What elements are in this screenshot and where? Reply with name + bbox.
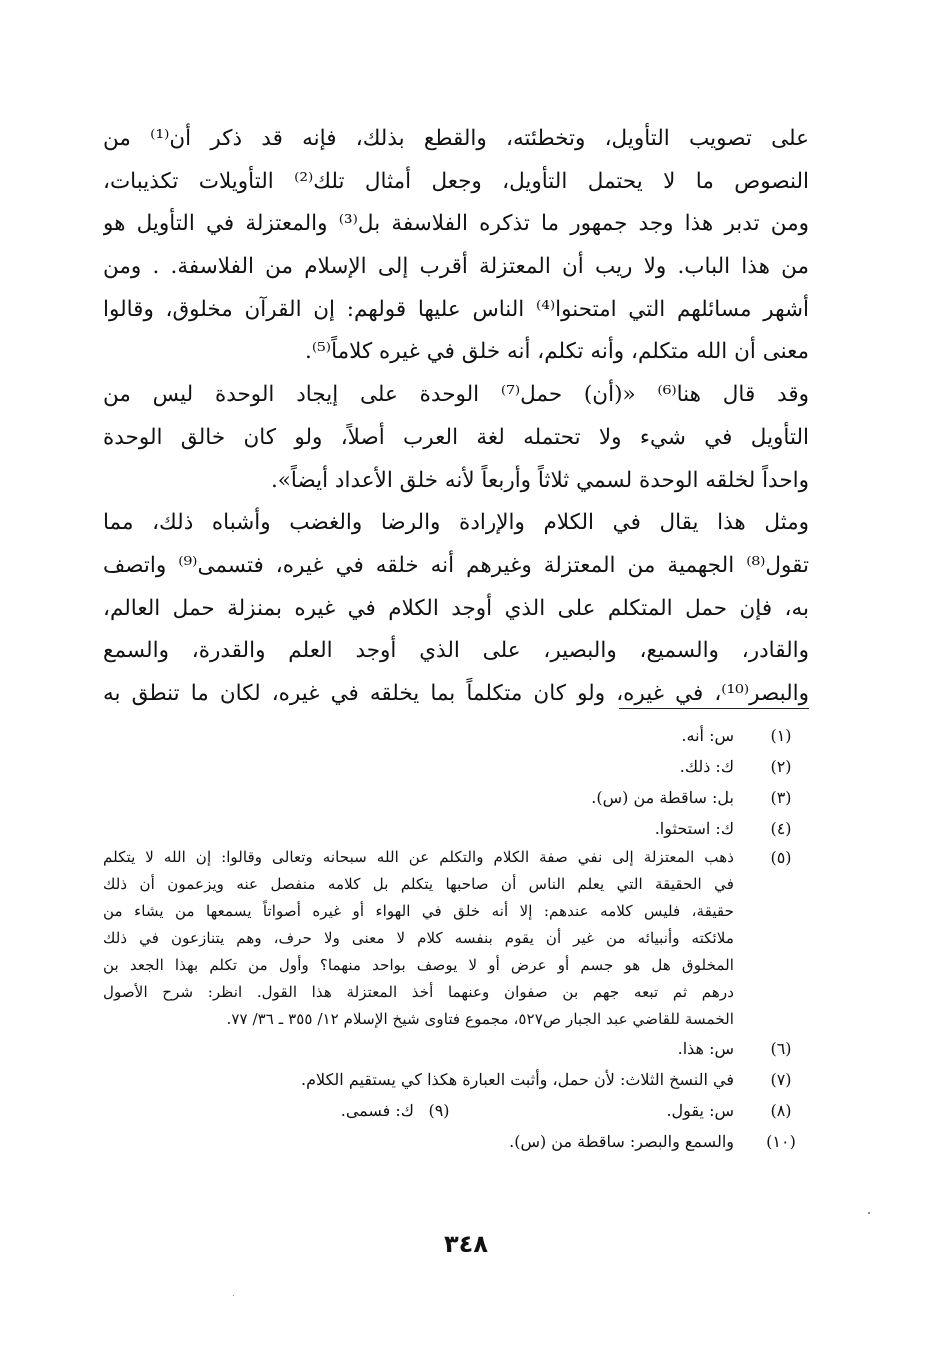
main-text	[103, 118, 809, 716]
footnote-text: س: أنه.	[681, 726, 734, 745]
text-line: وقد قال هنا⁽⁶⁾ «(أن) حمل⁽⁷⁾ الوحدة على إيجاد الوحدة ليس من	[103, 382, 809, 408]
footnote-text-line: في الحقيقة التي يعلم الناس أن صاحبها يتكلم بل كلامه منفصل عنه ويزعمون أن ذلك	[103, 875, 734, 893]
footnote-text: س: هذا.	[677, 1039, 734, 1058]
footnote-number: (٩)	[428, 1101, 450, 1120]
footnote-text-line: الخمسة للقاضي عبد الجبار ص٥٢٧، مجموع فتاوى شيخ الإسلام ١٢/ ٣٥٥ ـ ٣٦/ ٧٧.	[226, 1010, 734, 1028]
text-line: ومثل هذا يقال في الكلام والإرادة والرضا والغضب وأشباه ذلك، مما	[103, 510, 809, 536]
text-line: معنى أن الله متكلم، وأنه تكلم، أنه خلق في غيره كلاماً⁽⁵⁾.	[305, 339, 809, 365]
footnotes	[103, 720, 809, 1157]
footnote-number: (٦)	[770, 1039, 792, 1058]
footnote-number: (١)	[770, 726, 792, 745]
text-line: ومن تدبر هذا وجد جمهور ما تذكره الفلاسفة بل⁽³⁾ والمعتزلة في التأويل هو	[103, 211, 809, 237]
footnote-text: ك: استحثوا.	[654, 819, 734, 838]
footnote-text-line: ملائكته وأنبيائه من غير أن يقوم بنفسه كلام لا معنى ولا حرف، وهم يتنازعون في ذلك	[103, 929, 734, 947]
footnote-number: (٨)	[770, 1101, 792, 1120]
page-number: ٣٤٨	[444, 1230, 488, 1258]
footnote-text: في النسخ الثلاث: لأن حمل، وأثبت العبارة هكذا كي يستقيم الكلام.	[301, 1070, 734, 1089]
footnote-text-line: المخلوق هل هو جسم أو عرض أو لا يوصف بواحد منهما؟ وأول من تكلم بهذا الجعد بن	[103, 956, 734, 974]
footnote-8-text: س: يقول.	[666, 1101, 734, 1120]
footnote-9-text: ك: فسمى.	[340, 1101, 414, 1120]
footnote-text-line: حقيقة، فليس كلامه عندهم: إلا أنه خلق في الهواء أو غيره أصواتاً يسمعها من يشاء من	[103, 902, 734, 920]
footnote-text: بل: ساقطة من (س).	[591, 788, 734, 807]
footnote-number: (٢)	[770, 757, 792, 776]
footnote-10	[103, 1126, 809, 1157]
footnote-4	[103, 813, 809, 844]
footnote-text: والسمع والبصر: ساقطة من (س).	[509, 1132, 734, 1151]
footnote-number: (٤)	[770, 819, 792, 838]
footnote-3	[103, 782, 809, 813]
footnote-2	[103, 751, 809, 782]
footnote-number: (٥)	[770, 848, 792, 867]
text-line: به، فإن حمل المتكلم على الذي أوجد الكلام في غيره بمنزلة حمل العالم،	[103, 595, 809, 621]
footnote-5	[103, 844, 809, 1033]
footnote-7	[103, 1064, 809, 1095]
text-line: تقول⁽⁸⁾ الجهمية من المعتزلة وغيرهم أنه خلقه في غيره، فتسمى⁽⁹⁾ واتصف	[103, 552, 809, 578]
footnote-6	[103, 1033, 809, 1064]
text-line: والبصر⁽¹⁰⁾، في غيره، ولو كان متكلماً بما يخلقه في غيره، لكان ما تنطق به	[103, 680, 809, 706]
footnote-number: (١٠)	[766, 1132, 796, 1151]
footnote-8-9	[103, 1095, 809, 1126]
scan-speck	[233, 1295, 234, 1296]
footnote-text-line: درهم ثم تبعه جهم بن صفوان وعنهما أخذ المعتزلة هذا القول. انظر: شرح الأصول	[103, 983, 734, 1001]
text-line: التأويل في شيء ولا تحتمله لغة العرب أصلاً، ولو كان خالق الوحدة	[103, 424, 809, 450]
footnote-1	[103, 720, 809, 751]
footnote-number: (٣)	[770, 788, 792, 807]
text-line: والقادر، والسميع، والبصير، على الذي أوجد العلم والقدرة، والسمع	[103, 638, 809, 664]
footnote-text-line: ذهب المعتزلة إلى نفي صفة الكلام والتكلم عن الله سبحانه وتعالى وقالوا: إن الله لا يتكلم	[103, 848, 734, 866]
scan-speck	[868, 1212, 870, 1214]
text-line: أشهر مسائلهم التي امتحنوا⁽⁴⁾ الناس عليها قولهم: إن القرآن مخلوق، وقالوا	[103, 296, 809, 322]
text-line: واحداً لخلقه الوحدة لسمي ثلاثاً وأربعاً لأنه خلق الأعداد أيضاً».	[270, 467, 809, 493]
text-line: النصوص ما لا يحتمل التأويل، وجعل أمثال تلك⁽²⁾ التأويلات تكذيبات،	[103, 168, 809, 194]
footnote-number: (٧)	[770, 1070, 792, 1089]
footnote-text: ك: ذلك.	[679, 757, 734, 776]
footnote-separator	[619, 708, 809, 709]
text-line: من هذا الباب. ولا ريب أن المعتزلة أقرب إلى الإسلام من الفلاسفة. . ومن	[103, 254, 809, 280]
text-line: على تصويب التأويل، وتخطئته، والقطع بذلك، فإنه قد ذكر أن⁽¹⁾ من	[103, 126, 809, 151]
